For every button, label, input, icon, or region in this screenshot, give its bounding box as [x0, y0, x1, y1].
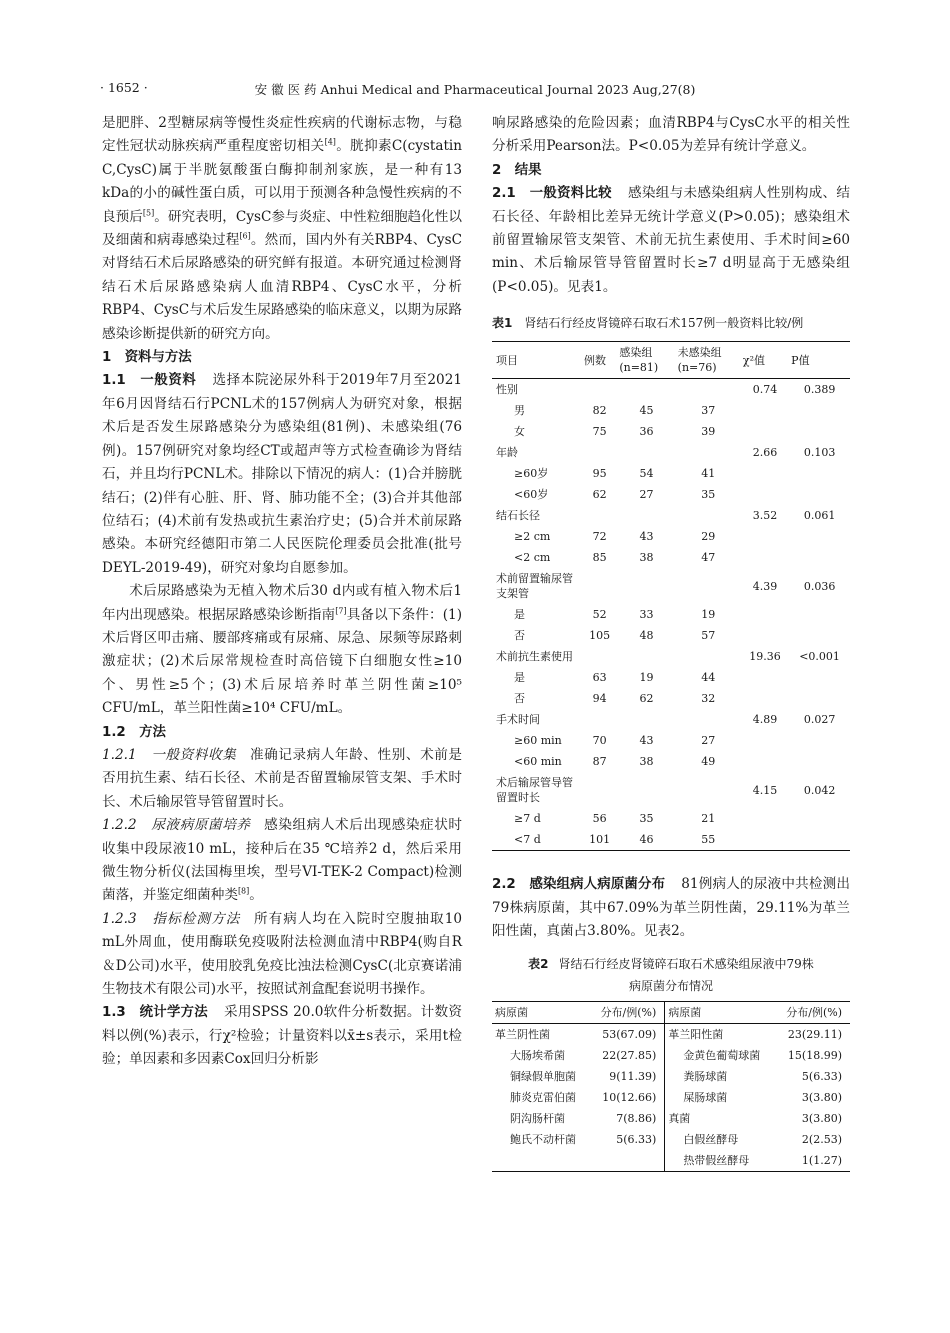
table-row	[492, 808, 850, 829]
t2-cell-r: 白假丝酵母	[665, 1129, 775, 1150]
table-row	[492, 1129, 850, 1150]
t1-cell-chi	[741, 625, 789, 646]
table-row	[492, 526, 850, 547]
t1-cell-item: 女	[514, 425, 525, 439]
table-row	[492, 604, 850, 625]
t2-cell-r: 热带假丝酵母	[665, 1150, 775, 1172]
t2-cell-l: 铜绿假单胞菌	[510, 1070, 576, 1084]
t2-cell-lv: 10(12.66)	[602, 1091, 657, 1105]
t1-cell-a: 46	[639, 833, 654, 847]
t1-cell-b	[676, 442, 741, 463]
t1-cell-n: 95	[592, 467, 607, 481]
t1-cell-b: 39	[701, 425, 716, 439]
t1-cell-p: 0.036	[803, 579, 836, 593]
t1-header-p: P值	[789, 342, 850, 379]
t1-cell-a: 27	[639, 488, 654, 502]
t1-cell-item: ≥60 min	[514, 734, 562, 748]
t1-cell-a: 33	[639, 608, 654, 622]
t1-header-chi: χ²值	[741, 342, 789, 379]
section-1-heading: 1 资料与方法	[102, 350, 192, 366]
table-1-caption: 表1 肾结石行经皮肾镜碎石取石术157例一般资料比较/例	[492, 316, 804, 331]
t1-cell-a: 62	[639, 692, 654, 706]
table-2-caption: 表2 肾结石行经皮肾镜碎石取石术感染组尿液中79株 病原菌分布情况	[528, 957, 814, 994]
t2-cell-r: 革兰阳性菌	[665, 1024, 775, 1046]
t1-cell-n: 105	[589, 629, 611, 643]
t1-cell-item: 术前留置输尿管支架管	[496, 572, 573, 601]
t1-cell-chi: 4.15	[752, 783, 778, 797]
table-row	[492, 484, 850, 505]
t1-cell-b	[676, 505, 741, 526]
t1-cell-chi	[741, 604, 789, 625]
t1-cell-b: 47	[701, 551, 716, 565]
section-1-2-1: 1.2.1 一般资料收集 准确记录病人年龄、性别、术前是否用抗生素、结石长径、术前是否留置输尿管支架、手术时长、术后输尿管导管留置时长。	[102, 746, 463, 810]
t2-cell-rv: 3(3.80)	[801, 1112, 842, 1126]
t1-cell-n	[582, 646, 617, 667]
t1-cell-b: 49	[701, 755, 716, 769]
table-row	[492, 646, 850, 667]
table-row	[492, 421, 850, 442]
t1-cell-b: 44	[701, 671, 716, 685]
t1-cell-a	[617, 505, 675, 526]
page-number: · 1652 ·	[100, 80, 148, 95]
table-row	[492, 400, 850, 421]
t2-cell-rv: 15(18.99)	[787, 1049, 842, 1063]
t2-cell-l: 鲍氏不动杆菌	[510, 1133, 576, 1147]
table-row	[492, 547, 850, 568]
t1-cell-b	[676, 772, 741, 808]
table-row	[492, 442, 850, 463]
t1-cell-a: 35	[639, 812, 654, 826]
t1-cell-b: 29	[701, 530, 716, 544]
t2-cell-l: 大肠埃希菌	[510, 1049, 565, 1063]
section-1-2-heading: 1.2 方法	[102, 724, 166, 740]
t2-header-dist-left: 分布/例(%)	[589, 1002, 664, 1024]
table-row	[492, 379, 850, 401]
left-column	[102, 112, 462, 1072]
t1-cell-chi	[741, 421, 789, 442]
t1-cell-item: <2 cm	[514, 551, 551, 565]
t1-cell-p	[789, 463, 850, 484]
t1-cell-item: 性别	[496, 383, 518, 397]
t1-cell-n: 62	[592, 488, 607, 502]
t1-cell-chi	[741, 463, 789, 484]
t1-cell-chi: 4.39	[752, 579, 778, 593]
t1-cell-item: ≥60岁	[514, 467, 549, 481]
table-row	[492, 505, 850, 526]
table-row	[492, 772, 850, 808]
t1-cell-b	[676, 646, 741, 667]
t1-cell-chi	[741, 667, 789, 688]
t1-cell-b: 32	[701, 692, 716, 706]
t1-cell-n: 56	[592, 812, 607, 826]
t1-cell-b: 57	[701, 629, 716, 643]
t2-cell-r: 真菌	[665, 1108, 775, 1129]
t1-cell-chi	[741, 688, 789, 709]
section-2-1: 2.1 一般资料比较 感染组与未感染组病人性别构成、结石长径、年龄相比差异无统计学意义(P>0.05)；感染组术前留置输尿管支架管、术前无抗生素使用、手术时间≥60 min、术后输尿管导管留置时长≥7 d明显高于无感染组(P<0.05)。见表1。	[492, 185, 850, 295]
t2-header-pathogen-right: 病原菌	[665, 1002, 775, 1024]
section-1-2-3: 1.2.3 指标检测方法 所有病人均在入院时空腹抽取10 mL外周血，使用酶联免疫吸附法检测血清中RBP4(购自R＆D公司)水平，使用胶乳免疫比浊法检测CysC(北京赛诺浦生物技术有限公司)水平，按照试剂盒配套说明书操作。	[102, 910, 462, 998]
t1-cell-b	[676, 709, 741, 730]
t2-cell-rv: 1(1.27)	[801, 1154, 842, 1168]
t1-cell-a: 43	[639, 530, 654, 544]
t1-cell-n: 87	[592, 755, 607, 769]
table-row	[492, 709, 850, 730]
t1-header-infected: 感染组 (n=81)	[617, 342, 675, 379]
t1-cell-p: 0.042	[803, 783, 836, 797]
t1-cell-n	[582, 568, 617, 604]
table-row	[492, 688, 850, 709]
t1-cell-p	[789, 421, 850, 442]
t1-cell-item: 结石长径	[496, 509, 540, 523]
t1-cell-a	[617, 379, 675, 401]
t1-cell-p	[789, 730, 850, 751]
t2-cell-rv: 3(3.80)	[801, 1091, 842, 1105]
t1-cell-n: 52	[592, 608, 607, 622]
t1-cell-p: 0.061	[803, 509, 836, 523]
t1-cell-item: 是	[514, 608, 525, 622]
t1-cell-item: ≥2 cm	[514, 530, 551, 544]
t1-cell-a	[617, 442, 675, 463]
t1-cell-n	[582, 379, 617, 401]
t2-cell-lv: 9(11.39)	[609, 1070, 657, 1084]
t2-cell-l	[492, 1150, 589, 1172]
t1-cell-chi	[741, 400, 789, 421]
t1-header-noninfected: 未感染组 (n=76)	[676, 342, 741, 379]
t1-cell-item: 手术时间	[496, 713, 540, 727]
t2-cell-r: 金黄色葡萄球菌	[665, 1045, 775, 1066]
t1-cell-p	[789, 625, 850, 646]
t1-cell-n	[582, 442, 617, 463]
t1-cell-a: 38	[639, 755, 654, 769]
table-row	[492, 625, 850, 646]
t1-cell-n: 63	[592, 671, 607, 685]
t1-cell-p	[789, 484, 850, 505]
t1-cell-n	[582, 772, 617, 808]
section-2-heading: 2 结果	[492, 162, 542, 178]
table-row	[492, 730, 850, 751]
t1-cell-chi: 2.66	[752, 446, 778, 460]
t1-cell-b: 19	[701, 608, 716, 622]
t1-cell-chi	[741, 547, 789, 568]
section-1-1: 1.1 一般资料 选择本院泌尿外科于2019年7月至2021年6月因肾结石行PCNL术的157例病人为研究对象，根据术后是否发生尿路感染分为感染组(81例)、未感染组(76例)。157例研究对象均经CT或超声等方式检查确诊为肾结石，并且均行PCNL术。排除以下情况的病人：(1)合并膀胱结石；(2)伴有心脏、肝、肾、肺功能不全；(3)合并其他部位结石；(4)术前有发热或抗生素治疗史；(5)合并术前尿路感染。本研究经德阳市第二人民医院伦理委员会批准(批号DEYL-2019-49)，研究对象均自愿参加。	[102, 372, 462, 576]
t1-cell-n: 70	[592, 734, 607, 748]
t1-cell-p	[789, 667, 850, 688]
table-row	[492, 667, 850, 688]
t1-cell-chi	[741, 484, 789, 505]
t2-cell-rv: 2(2.53)	[801, 1133, 842, 1147]
t2-cell-r: 屎肠球菌	[665, 1087, 775, 1108]
table-row	[492, 463, 850, 484]
t1-cell-p	[789, 604, 850, 625]
t1-cell-p	[789, 829, 850, 851]
t1-cell-a: 38	[639, 551, 654, 565]
t1-cell-p	[789, 400, 850, 421]
t1-cell-item: <60岁	[514, 488, 549, 502]
t1-cell-chi	[741, 730, 789, 751]
t1-cell-p	[789, 688, 850, 709]
t1-cell-item: 男	[514, 404, 525, 418]
t1-cell-p	[789, 808, 850, 829]
t1-header-n: 例数	[582, 342, 617, 379]
t1-cell-chi	[741, 751, 789, 772]
t2-cell-lv: 7(8.86)	[616, 1112, 657, 1126]
t2-header-dist-right: 分布/例(%)	[775, 1002, 850, 1024]
t1-cell-b: 55	[701, 833, 716, 847]
t1-cell-p: <0.001	[799, 650, 840, 664]
t1-cell-chi: 0.74	[752, 383, 778, 397]
t1-cell-n: 82	[592, 404, 607, 418]
t1-cell-item: <7 d	[514, 833, 541, 847]
stats-continuation: 响尿路感染的危险因素；血清RBP4与CysC水平的相关性分析采用Pearson法。P<0.05为差异有统计学意义。	[492, 115, 850, 155]
t1-cell-b: 35	[701, 488, 716, 502]
t1-cell-item: 是	[514, 671, 525, 685]
table-row	[492, 1150, 850, 1172]
intro-paragraph: 是肥胖、2型糖尿病等慢性炎症性疾病的代谢标志物，与稳定性冠状动脉疾病严重程度密切相关[4]。胱抑素C(cystatin C,CysC)属于半胱氨酸蛋白酶抑制剂家族，是一种有13 kDa的小的碱性蛋白质，可以用于预测各种急慢性疾病的不良预后[5]。研究表明，CysC参与炎症、中性粒细胞趋化性以及细菌和病毒感染过程[6]。然而，国内外有关RBP4、CysC对肾结石术后尿路感染的研究鲜有报道。本研究通过检测肾结石术后尿路感染病人血清RBP4、CysC水平，分析RBP4、CysC与术后发生尿路感染的临床意义，以期为尿路感染诊断提供新的研究方向。	[102, 115, 463, 342]
t1-cell-n: 101	[589, 833, 611, 847]
t1-cell-b: 41	[701, 467, 716, 481]
t2-cell-l: 阴沟肠杆菌	[510, 1112, 565, 1126]
t1-cell-item: 术前抗生素使用	[496, 650, 573, 664]
t1-cell-item: 术后输尿管导管留置时长	[496, 776, 573, 805]
t1-cell-p: 0.027	[803, 713, 836, 727]
t1-cell-a: 45	[639, 404, 654, 418]
infection-definition-paragraph: 术后尿路感染为无植入物术后30 d内或有植入物术后1年内出现感染。根据尿路感染诊断指南[7]具备以下条件：(1)术后肾区叩击痛、腰部疼痛或有尿痛、尿急、尿频等尿路刺激症状；(2)术后尿常规检查时高倍镜下白细胞女性≥10个、男性≥5个；(3)术后尿培养时革兰阴性菌≥10⁵ CFU/mL，革兰阳性菌≥10⁴ CFU/mL。	[102, 583, 462, 717]
table-row	[492, 829, 850, 851]
t1-cell-chi: 3.52	[752, 509, 778, 523]
table-2	[492, 1001, 850, 1172]
t1-cell-a: 54	[639, 467, 654, 481]
t1-cell-p	[789, 526, 850, 547]
section-2-2: 2.2 感染组病人病原菌分布 81例病人的尿液中共检测出79株病原菌，其中67.09%为革兰阴性菌，29.11%为革兰阳性菌，真菌占3.80%。见表2。	[492, 876, 850, 940]
table-row	[492, 568, 850, 604]
t2-header-pathogen-left: 病原菌	[492, 1002, 589, 1024]
t1-cell-p	[789, 751, 850, 772]
section-1-2-2: 1.2.2 尿液病原菌培养 感染组病人术后出现感染症状时收集中段尿液10 mL，接种后在35 ℃培养2 d，然后采用微生物分析仪(法国梅里埃，型号VI-TEK-2 Compact)检测菌落，并鉴定细菌种类[8]。	[102, 817, 463, 904]
t1-cell-n: 85	[592, 551, 607, 565]
t1-cell-b: 27	[701, 734, 716, 748]
t1-cell-n	[582, 505, 617, 526]
table-row	[492, 1024, 850, 1046]
t1-cell-a: 36	[639, 425, 654, 439]
t1-cell-p	[789, 547, 850, 568]
t1-cell-chi: 19.36	[749, 650, 781, 664]
t1-cell-n	[582, 709, 617, 730]
t1-cell-chi	[741, 808, 789, 829]
t1-cell-b: 37	[701, 404, 716, 418]
t2-cell-r: 粪肠球菌	[665, 1066, 775, 1087]
t1-cell-item: 否	[514, 692, 525, 706]
t2-cell-lv: 53(67.09)	[602, 1028, 657, 1042]
t1-cell-p: 0.389	[803, 383, 836, 397]
t1-cell-item: 否	[514, 629, 525, 643]
t1-cell-n: 75	[592, 425, 607, 439]
t1-cell-a: 19	[639, 671, 654, 685]
t1-cell-item: 年龄	[496, 446, 518, 460]
t2-cell-rv: 23(29.11)	[787, 1028, 842, 1042]
t1-cell-a: 43	[639, 734, 654, 748]
t1-cell-a	[617, 772, 675, 808]
table-row	[492, 1045, 850, 1066]
t1-cell-b: 21	[701, 812, 716, 826]
t1-cell-item: ≥7 d	[514, 812, 541, 826]
right-column	[492, 112, 850, 1172]
t1-cell-b	[676, 379, 741, 401]
t1-cell-p: 0.103	[803, 446, 836, 460]
section-1-3: 1.3 统计学方法 采用SPSS 20.0软件分析数据。计数资料以例(%)表示，行χ²检验；计量资料以x̄±s表示，采用t检验；单因素和多因素Cox回归分析影	[102, 1004, 462, 1068]
t1-cell-chi: 4.89	[752, 713, 778, 727]
table-row	[492, 751, 850, 772]
t1-cell-a	[617, 709, 675, 730]
t2-cell-lv	[589, 1150, 664, 1172]
t1-cell-b	[676, 568, 741, 604]
t2-cell-l: 革兰阴性菌	[495, 1028, 550, 1042]
table-row	[492, 1066, 850, 1087]
t1-cell-a: 48	[639, 629, 654, 643]
t1-cell-chi	[741, 526, 789, 547]
t1-cell-n: 72	[592, 530, 607, 544]
t1-cell-a	[617, 568, 675, 604]
table-row	[492, 1087, 850, 1108]
t2-cell-lv: 5(6.33)	[616, 1133, 657, 1147]
t1-cell-a	[617, 646, 675, 667]
table-row	[492, 1108, 850, 1129]
t2-cell-l: 肺炎克雷伯菌	[510, 1091, 576, 1105]
table-1	[492, 341, 850, 851]
t2-cell-lv: 22(27.85)	[602, 1049, 657, 1063]
journal-title: 安 徽 医 药 Anhui Medical and Pharmaceutical Journal 2023 Aug,27(8)	[254, 82, 696, 97]
t1-cell-n: 94	[592, 692, 607, 706]
t1-header-item: 项目	[492, 342, 582, 379]
page-header	[100, 80, 850, 102]
t1-cell-chi	[741, 829, 789, 851]
t2-cell-rv: 5(6.33)	[801, 1070, 842, 1084]
t1-cell-item: <60 min	[514, 755, 562, 769]
